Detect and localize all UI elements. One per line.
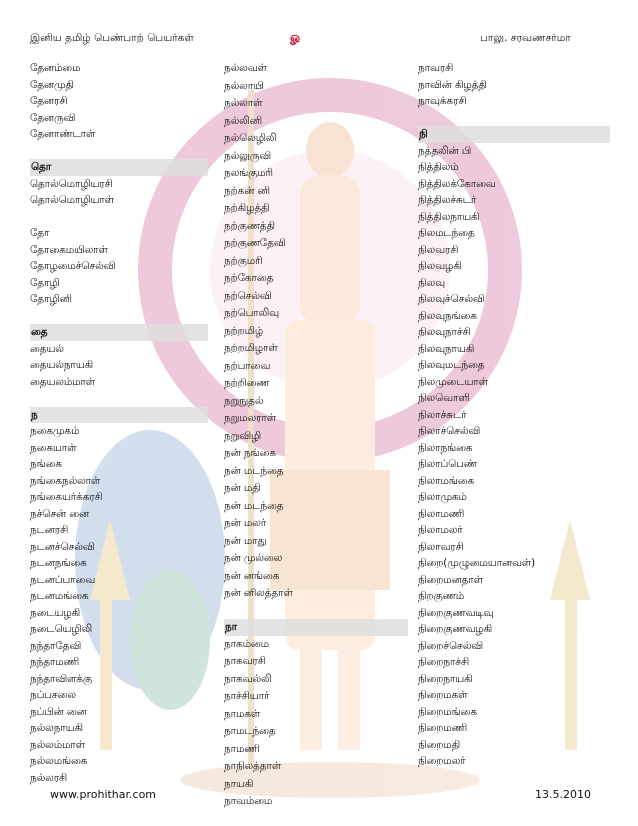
name-entry: நன் மாது: [224, 534, 267, 547]
name-entry: நாவுக்கரசி: [418, 95, 467, 107]
name-entry: நற்றிணை: [224, 377, 270, 389]
name-entry: நிறைகுணவடிவு: [418, 606, 494, 619]
name-entry: நித்திலச்சுடர்: [418, 194, 477, 206]
names-column-3: [418, 60, 610, 770]
name-entry: நல்லாள்: [224, 97, 263, 109]
name-entry: தேனருவி: [30, 111, 76, 124]
name-entry: நற்செல்வி: [224, 289, 272, 302]
name-entry: நிலாச்சுடர்: [418, 408, 467, 421]
names-column-2: [224, 60, 408, 811]
spacer: [224, 603, 408, 620]
name-entry: நாகவல்லி: [224, 672, 272, 685]
om-symbol: ௐ: [290, 30, 302, 44]
name-entry: நாவம்மை: [224, 795, 273, 807]
name-entry: நிறைமலர்: [418, 755, 466, 767]
name-entry: நிலவு: [418, 276, 445, 289]
name-entry: நாவரசி: [418, 62, 454, 74]
name-entry: நற்றமிழாள்: [224, 342, 278, 354]
name-entry: நன் மடந்தை: [224, 464, 284, 477]
name-entry: நிறைமகள்: [418, 689, 468, 701]
name-entry: நாமகள்: [224, 707, 261, 720]
name-entry: நகையாள்: [30, 441, 77, 454]
name-entry: நிலவுநங்கை: [418, 309, 477, 322]
names-column-1: [30, 60, 208, 786]
name-entry: நங்கைநல்லாள்: [30, 474, 101, 487]
name-entry: தோழி: [30, 276, 60, 289]
name-entry: நந்தாவிளக்கு: [30, 672, 92, 685]
name-entry: நற்கன் னி: [224, 184, 270, 197]
name-entry: நடனப்பாவை: [30, 573, 96, 586]
name-entry: நல்லரசி: [30, 771, 68, 784]
name-entry: நடனரசி: [30, 524, 69, 536]
name-entry: நன் னங்கை: [224, 569, 280, 582]
name-entry: நிறைமங்கை: [418, 705, 477, 718]
name-entry: நச்சென் னை: [30, 507, 90, 520]
name-entry: நன் நங்கை: [224, 447, 276, 459]
name-entry: நாமணி: [224, 742, 260, 755]
name-entry: நிறைச்செல்வி: [418, 639, 483, 652]
name-entry: நல்லாயி: [224, 79, 264, 92]
name-entry: நன் மதி: [224, 482, 261, 494]
name-entry: நடையெழிலி: [30, 623, 93, 635]
name-entry: நிறைகுணவழகி: [418, 623, 493, 635]
name-entry: தேனம்மை: [30, 62, 81, 74]
name-entry: நங்கை: [30, 458, 62, 470]
name-entry: நாச்சியார்: [224, 690, 270, 702]
name-entry: நிறைமனதாள்: [418, 573, 483, 586]
name-entry: நலங்குமரி: [224, 167, 273, 179]
name-entry: நிறைநாயகி: [418, 672, 473, 685]
name-entry: நல்லமங்கை: [30, 755, 88, 767]
name-entry: நற்கோதை: [224, 272, 274, 284]
name-entry: நாவின் கிழத்தி: [418, 78, 487, 91]
name-entry: நிலவுநாச்சி: [418, 326, 471, 338]
name-entry: நன் மலர்: [224, 517, 267, 529]
name-entry: நறுநுதல்: [224, 394, 264, 407]
name-entry: தையல்: [30, 342, 64, 355]
name-entry: தேனமுதி: [30, 78, 74, 91]
name-entry: நப்பசலை: [30, 689, 76, 701]
name-entry: நற்றமிழ்: [224, 324, 264, 337]
name-entry: நகைமுகம்: [30, 425, 80, 437]
name-entry: தேனரசி: [30, 95, 68, 107]
name-entry: நிலாப்பெண்: [418, 458, 477, 470]
name-entry: நல்லம்மாள்: [30, 738, 85, 751]
name-entry: நிலமுடையாள்: [418, 375, 488, 388]
spacer: [30, 308, 208, 325]
name-entry: தோழமைச்செல்வி: [30, 260, 116, 272]
name-entry: நத்தலின் பி: [418, 144, 472, 157]
name-entry: நிலவொளி: [418, 392, 470, 404]
author-name: பாலு. சரவணசர்மா: [480, 32, 571, 44]
name-entry: நறுமலராள்: [224, 412, 277, 424]
name-entry: நற்குணத்தி: [224, 219, 275, 232]
name-entry: நல்லினி: [224, 114, 262, 127]
name-entry: நடனநங்கை: [30, 557, 87, 569]
section-heading: தொ: [30, 159, 208, 176]
name-entry: தையல்நாயகி: [30, 359, 94, 371]
name-entry: நந்தாமணி: [30, 656, 79, 668]
name-entry: நன் மடந்தை: [224, 499, 284, 512]
name-entry: நிலாவரசி: [418, 540, 464, 553]
name-entry: நிலாமலர்: [418, 524, 463, 536]
name-entry: நறுவிழி: [224, 429, 262, 442]
name-entry: நற்கிழத்தி: [224, 202, 270, 214]
name-entry: நல்லநாயகி: [30, 722, 83, 734]
name-entry: நாநிலத்தாள்: [224, 760, 282, 772]
name-entry: நற்குமரி: [224, 254, 263, 267]
spacer: [30, 143, 208, 160]
spacer: [30, 209, 208, 226]
name-entry: நிலமடந்தை: [418, 227, 475, 239]
name-entry: நற்பாவை: [224, 359, 271, 372]
page-header: [0, 32, 638, 50]
name-entry: தேனாண்டாள்: [30, 128, 96, 140]
name-entry: நிறைநாச்சி: [418, 656, 470, 668]
name-entry: நற்குணதேவி: [224, 237, 286, 249]
name-entry: நல்லுருவி: [224, 149, 272, 162]
name-entry: தோ: [30, 227, 50, 239]
spacer: [30, 390, 208, 407]
name-entry: நன் னிலத்தாள்: [224, 587, 293, 599]
name-entry: நித்திலக்கோவை: [418, 177, 496, 190]
name-entry: நிலாமணி: [418, 507, 465, 520]
name-entry: நிலவழகி: [418, 260, 462, 272]
section-heading: தை: [30, 324, 208, 341]
spacer: [418, 110, 610, 127]
section-heading: நா: [224, 619, 408, 636]
name-entry: நிறைமதி: [418, 738, 461, 751]
name-entry: நிலவுநாயகி: [418, 342, 475, 355]
website-link[interactable]: www.prohithar.com: [50, 788, 157, 801]
section-heading: ந: [30, 407, 208, 424]
name-entry: நாகம்மை: [224, 637, 269, 650]
name-entry: நிறைமணி: [418, 722, 467, 734]
name-entry: நல்லெழிலி: [224, 132, 277, 144]
name-entry: நிலாச்செல்வி: [418, 425, 481, 437]
name-entry: நாயகி: [224, 777, 254, 790]
name-entry: தோழினி: [30, 293, 72, 305]
section-heading: நி: [418, 126, 610, 143]
name-entry: நிறகுணம்: [418, 590, 465, 602]
name-entry: நற்பொலிவு: [224, 307, 280, 319]
page-title: இனிய தமிழ் பெண்பாற் பெயர்கள்: [30, 32, 194, 44]
name-entry: நப்பின் னை: [30, 705, 87, 718]
name-entry: நிலவுச்செல்வி: [418, 293, 485, 305]
name-entry: நந்தாதேவி: [30, 639, 82, 652]
name-entry: தையலம்மாள்: [30, 375, 96, 388]
name-entry: நன் முல்லை: [224, 552, 283, 564]
name-entry: நிறை(முழுமையானவள்): [418, 557, 536, 569]
footer-date: 13.5.2010: [535, 788, 591, 801]
name-entry: நடையழகி: [30, 606, 81, 619]
name-entry: நித்திலம்: [418, 161, 459, 173]
name-entry: நடனமங்கை: [30, 590, 89, 602]
name-entry: தோகைமயிலாள்: [30, 243, 108, 256]
name-entry: நிலாமங்கை: [418, 474, 475, 487]
name-entry: நாமடந்தை: [224, 725, 276, 737]
name-entry: நிலாநங்கை: [418, 441, 473, 454]
name-entry: நாகவரசி: [224, 655, 266, 667]
name-entry: நிலாமுகம்: [418, 491, 467, 503]
name-entry: நிலவரசி: [418, 243, 459, 256]
name-entry: தொல்மொழியாள்: [30, 194, 114, 206]
name-entry: நித்திலநாயகி: [418, 210, 480, 223]
name-entry: தொல்மொழியரசி: [30, 177, 113, 190]
name-entry: நிலவுமடந்தை: [418, 359, 485, 371]
name-entry: நங்கையர்க்கரசி: [30, 491, 103, 503]
name-entry: நல்லவள்: [224, 62, 267, 74]
name-entry: நடனச்செல்வி: [30, 540, 95, 553]
